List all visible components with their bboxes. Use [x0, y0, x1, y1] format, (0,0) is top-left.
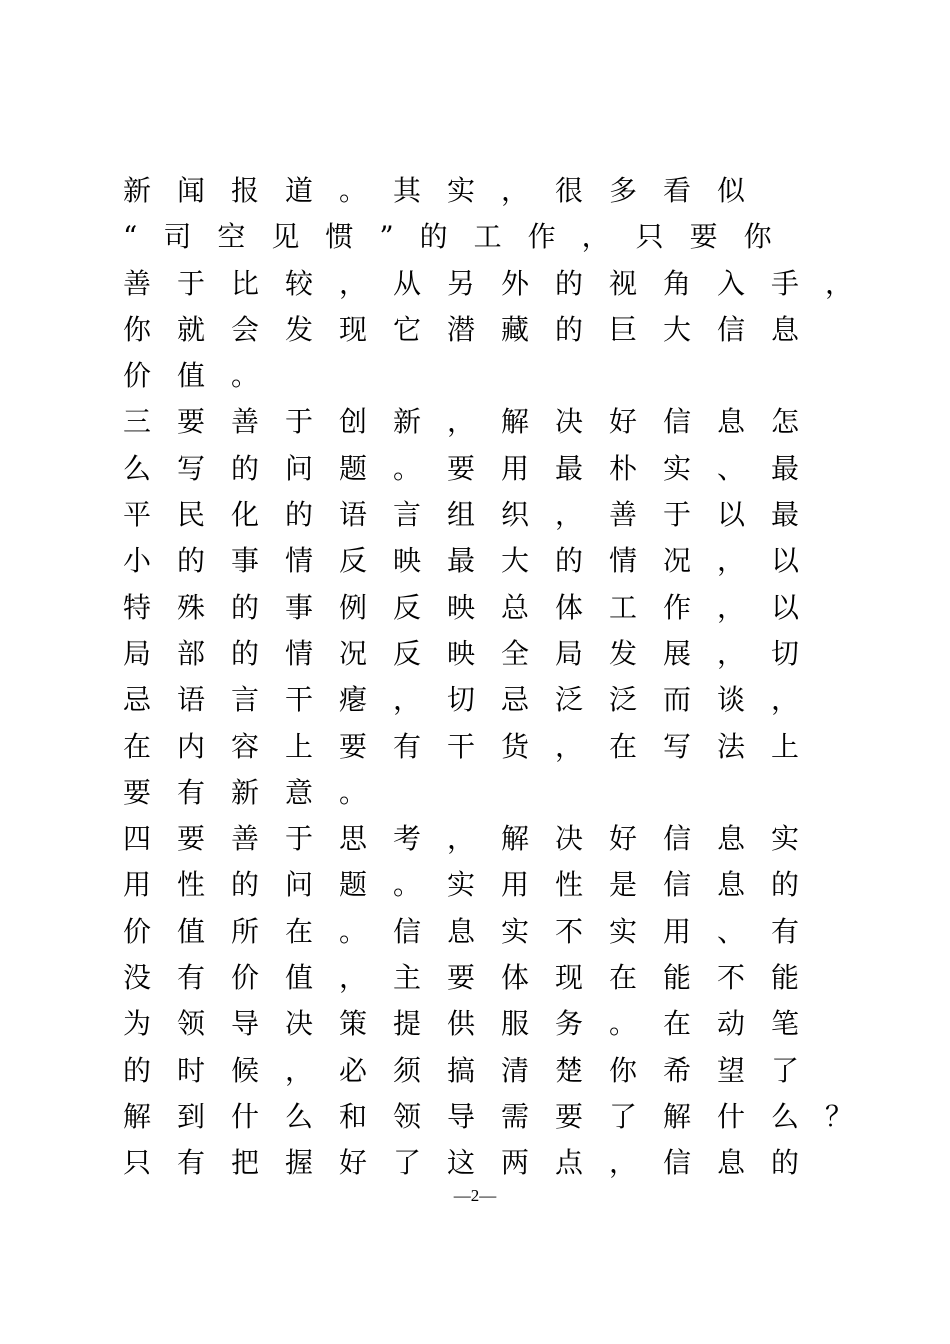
text-line: 用性的问题。实用性是信息的 — [123, 868, 826, 902]
text-line: 为领导决策提供服务。在动笔 — [123, 1007, 826, 1041]
text-line: 小的事情反映最大的情况，以 — [123, 544, 826, 578]
text-line: 要有新意。 — [123, 775, 394, 809]
text-line: 忌语言干瘪，切忌泛泛而谈， — [123, 683, 826, 717]
text-line: 新闻报道。其实，很多看似 — [123, 174, 772, 207]
text-line: 没有价值，主要体现在能不能 — [123, 961, 826, 995]
page-number: —2— — [453, 1186, 497, 1205]
text-line: 四要善于思考，解决好信息实 — [123, 822, 826, 856]
text-line: 特殊的事例反映总体工作，以 — [123, 590, 826, 624]
text-line: 你就会发现它潜藏的巨大信息 — [123, 312, 826, 346]
text-line: 价值。 — [123, 359, 286, 393]
text-line: “司空见惯”的工作，只要你 — [123, 220, 798, 254]
text-line: 解到什么和领导需要了解什么？ — [123, 1099, 880, 1133]
body-text — [123, 168, 883, 1187]
text-line: 价值所在。信息实不实用、有 — [123, 914, 826, 948]
text-line: 么写的问题。要用最朴实、最 — [123, 451, 826, 485]
text-line: 局部的情况反映全局发展，切 — [123, 636, 826, 670]
text-line: 平民化的语言组织，善于以最 — [123, 498, 826, 532]
text-line: 只有把握好了这两点，信息的 — [123, 1146, 826, 1180]
text-line: 善于比较，从另外的视角入手， — [123, 266, 880, 300]
text-line: 在内容上要有干货，在写法上 — [123, 729, 826, 763]
text-line: 的时候，必须搞清楚你希望了 — [123, 1053, 826, 1087]
text-line: 三要善于创新，解决好信息怎 — [123, 405, 826, 439]
